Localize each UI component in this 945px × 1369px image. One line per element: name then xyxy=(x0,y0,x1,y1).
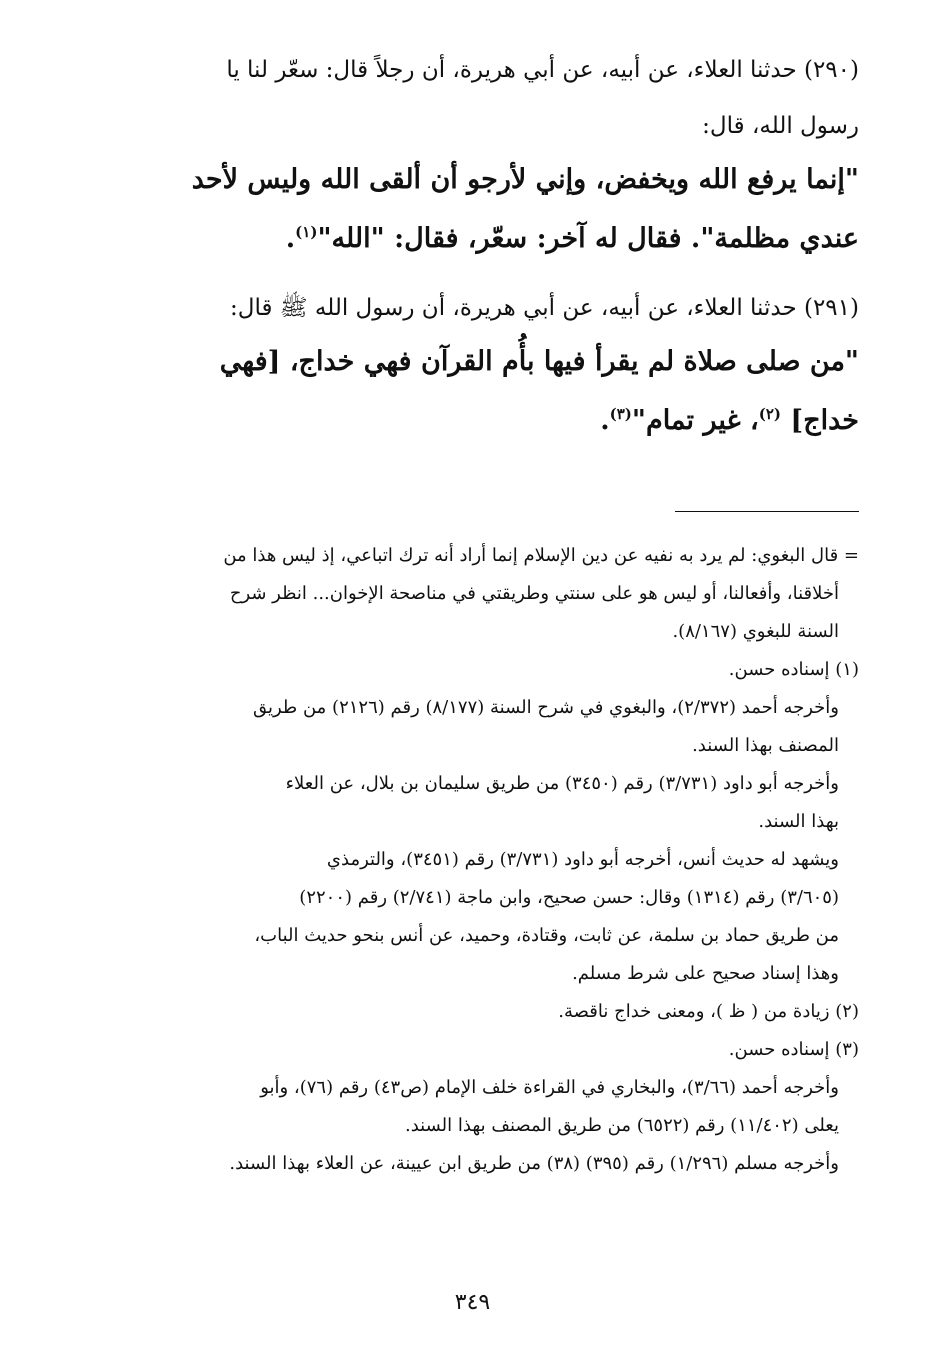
footnote-1-line: وهذا إسناد صحيح على شرط مسلم. xyxy=(572,963,839,984)
hadith-290-line2: رسول الله، قال: xyxy=(702,113,859,139)
footnote-3-heading: (٣) إسناده حسن. xyxy=(728,1039,859,1060)
footnotes xyxy=(114,537,859,1183)
footnote-1-line: بهذا السند. xyxy=(758,811,839,832)
hadith-291 xyxy=(114,280,859,447)
hadith-291-quote2: خداج] $^{(٢)}$، غير تمام"$^{(٣)}$. xyxy=(600,405,859,436)
footnote-3-line: وأخرجه أحمد (٣/٦٦)، والبخاري في القراءة خلف الإمام (ص٤٣) رقم (٧٦)، وأبو xyxy=(260,1077,839,1098)
hadith-290-line1: (٢٩٠) حدثنا العلاء، عن أبيه، عن أبي هريرة، أن رجلاً قال: سعّر لنا يا xyxy=(226,57,859,83)
footnote-ref-3[interactable]: (٣) xyxy=(609,405,632,423)
hadith-290-quote1: "إنما يرفع الله ويخفض، وإني لأرجو أن ألقى الله وليس لأحد xyxy=(191,164,859,195)
footnote-2: (٢) زيادة من ( ظ )، ومعنى خداج ناقصة. xyxy=(558,1001,859,1022)
footnote-ref-1[interactable]: (١) xyxy=(295,223,318,241)
footnote-3-line: وأخرجه مسلم (١/٢٩٦) رقم (٣٩٥) (٣٨) من طريق ابن عيينة، عن العلاء بهذا السند. xyxy=(229,1153,839,1174)
hadith-290 xyxy=(114,42,859,265)
hadith-291-line1: (٢٩١) حدثنا العلاء، عن أبيه، عن أبي هريرة، أن رسول الله ﷺ قال: xyxy=(230,295,859,321)
footnote-continuation-line: السنة للبغوي (٨/١٦٧). xyxy=(672,621,839,642)
footnote-1-heading: (١) إسناده حسن. xyxy=(728,659,859,680)
hadith-291-quote1: "من صلى صلاة لم يقرأ فيها بأُم القرآن فهي خداج، [فهي xyxy=(219,346,859,377)
footnote-1-line: وأخرجه أبو داود (٣/٧٣١) رقم (٣٤٥٠) من طريق سليمان بن بلال، عن العلاء xyxy=(285,773,839,794)
footnote-separator xyxy=(675,511,859,512)
footnote-1-line: من طريق حماد بن سلمة، عن ثابت، وقتادة، وحميد، عن أنس بنحو حديث الباب، xyxy=(254,925,839,946)
page-number: ٣٤٩ xyxy=(454,1290,491,1315)
footnote-1-line: ويشهد له حديث أنس، أخرجه أبو داود (٣/٧٣١) رقم (٣٤٥١)، والترمذي xyxy=(326,849,839,870)
footnote-1-line: وأخرجه أحمد (٢/٣٧٢)، والبغوي في شرح السنة (٨/١٧٧) رقم (٢١٢٦) من طريق xyxy=(252,697,839,718)
footnote-1-line: المصنف بهذا السند. xyxy=(692,735,839,756)
footnote-ref-2[interactable]: (٢) xyxy=(758,405,782,423)
footnote-continuation-line: = قال البغوي: لم يرد به نفيه عن دين الإسلام إنما أراد أنه ترك اتباعي، إذ ليس هذا من xyxy=(223,545,859,566)
footnote-3-line: يعلى (١١/٤٠٢) رقم (٦٥٢٢) من طريق المصنف بهذا السند. xyxy=(405,1115,839,1136)
hadith-290-quote2: عندي مظلمة". فقال له آخر: سعّر، فقال: "الله"$^{(١)}$. xyxy=(285,223,859,254)
footnote-1-line: (٣/٦٠٥) رقم (١٣١٤) وقال: حسن صحيح، وابن ماجة (٢/٧٤١) رقم (٢٢٠٠) xyxy=(299,887,839,908)
footnote-continuation-line: أخلاقنا، وأفعالنا، أو ليس هو على سنتي وطريقتي في مناصحة الإخوان... انظر شرح xyxy=(229,583,839,604)
